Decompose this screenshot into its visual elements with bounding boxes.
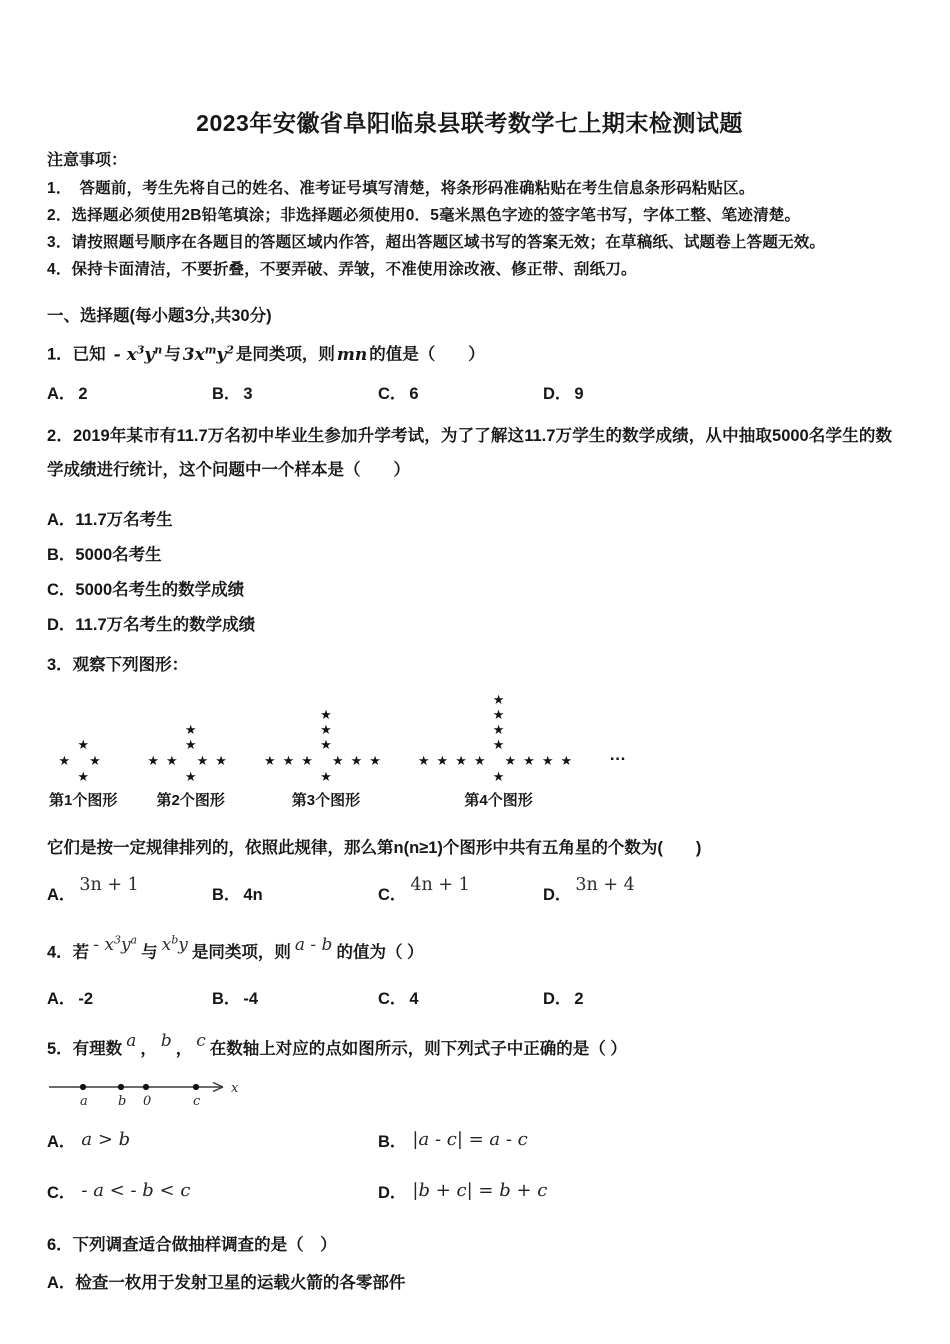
number-line-figure <box>47 1074 257 1112</box>
point-0-label: 0 <box>143 1093 152 1109</box>
point-b-label: b <box>118 1093 127 1109</box>
math-segment: a - b <box>294 934 333 955</box>
star-icon: ★ <box>492 737 505 753</box>
q3-option-c: C． 4n + 1 <box>378 875 470 905</box>
star-group-right: ★ <box>89 753 108 769</box>
star-icon: ★ <box>320 707 332 723</box>
q4-option-a: A． -2 <box>47 989 94 1008</box>
star-icon: ★ <box>492 769 505 785</box>
figure-label: 第1个图形 <box>49 792 118 810</box>
q2-option-a: A．11.7万名考生 <box>47 511 173 530</box>
math-segment: $3x^my^2$ <box>182 343 234 365</box>
q3-option-d: D． 3n + 4 <box>543 875 635 905</box>
q5-option-b: B． |a - c| = a - c <box>378 1128 528 1151</box>
question-1-text <box>47 339 892 366</box>
notice-item-3: 3．请按照题号顺序在各题目的答题区域内作答，超出答题区域书写的答案无效；在草稿纸、试题卷上答题无效。 <box>47 234 826 251</box>
star-figure-1 <box>49 737 117 811</box>
math-segment: b <box>160 1030 172 1051</box>
q5-option-a: A． a > b <box>47 1128 131 1151</box>
q4-option-d: D． 2 <box>543 989 584 1008</box>
q5-option-c: C． - a < - b < c <box>47 1179 191 1202</box>
ellipsis-more-figures: … <box>609 745 628 765</box>
star-icon: ★ <box>184 737 197 753</box>
point-c-dot <box>193 1084 199 1090</box>
text-segment: 5．有理数 <box>47 1039 123 1058</box>
notice-item-1: 1． 答题前，考生先将自己的姓名、准考证号填写清楚，将条形码准确粘贴在考生信息条形码粘贴区。 <box>47 180 755 197</box>
q5-option-d: D． |b + c| = b + c <box>378 1179 548 1202</box>
q4-option-b: B． -4 <box>212 989 259 1008</box>
star-row <box>147 752 234 769</box>
notice-heading: 注意事项： <box>47 152 128 169</box>
star-group-left: ★★★★ <box>417 753 493 769</box>
math-segment: $x^by$ <box>161 933 188 955</box>
question-3-text: 3．观察下列图形： <box>47 656 189 675</box>
star-group-right: ★★ <box>196 753 234 769</box>
q1-option-a: A． 2 <box>47 384 88 403</box>
math-segment: mn <box>336 344 368 365</box>
star-column <box>185 722 197 752</box>
notice-item-4: 4．保持卡面清洁，不要折叠，不要弄破、弄皱，不准使用涂改液、修正带、刮纸刀。 <box>47 261 637 278</box>
math-segment: c <box>196 1030 206 1051</box>
text-segment: 在数轴上对应的点如图所示，则下列式子中正确的是（ ） <box>209 1039 627 1058</box>
math-segment: a <box>126 1030 137 1051</box>
star-icon: ★ <box>184 769 197 785</box>
star-group-left: ★★ <box>147 753 185 769</box>
text-segment: 与 <box>164 345 181 364</box>
star-row <box>59 752 108 769</box>
q1-option-c: C． 6 <box>378 384 419 403</box>
star-bottom <box>320 769 332 785</box>
star-figure-3 <box>264 707 388 811</box>
star-row <box>418 752 579 769</box>
q4-option-c: C． 4 <box>378 989 419 1008</box>
star-group-right: ★★★ <box>331 753 388 769</box>
page-title: 2023年安徽省阜阳临泉县联考数学七上期末检测试题 <box>196 110 743 136</box>
q2-option-b: B．5000名考生 <box>47 546 162 565</box>
q2-option-d: D．11.7万名考生的数学成绩 <box>47 616 256 635</box>
text-segment: 1．已知 <box>47 345 106 364</box>
star-bottom <box>185 769 197 785</box>
star-group-left: ★★★ <box>263 753 320 769</box>
star-pattern-figure <box>49 692 892 811</box>
question-4-text <box>47 933 892 964</box>
star-figure-4 <box>418 692 579 811</box>
text-segment: 的值是（ ） <box>369 345 485 364</box>
q3-option-b: B． 4n <box>212 886 263 905</box>
star-icon: ★ <box>320 769 332 785</box>
star-figure-2 <box>147 722 234 811</box>
figure-label: 第2个图形 <box>156 792 225 810</box>
question-2-text: 2．2019年某市有11.7万名初中毕业生参加升学考试，为了了解这11.7万学生的数学成绩，从中抽取5000名学生的数学成绩进行统计，这个问题中一个样本是（ ） <box>47 426 892 479</box>
math-segment: - $x^3y^n$ <box>107 343 163 365</box>
point-c-label: c <box>193 1093 201 1109</box>
star-column <box>493 692 505 752</box>
star-icon: ★ <box>77 769 89 785</box>
star-icon: ★ <box>184 722 197 738</box>
point-b-dot <box>118 1084 124 1090</box>
star-row <box>264 752 388 769</box>
star-group-right: ★★★★ <box>504 753 580 769</box>
star-icon: ★ <box>320 737 332 753</box>
figure-label: 第4个图形 <box>464 792 533 810</box>
q1-option-b: B． 3 <box>212 384 253 403</box>
text-segment: 4．若 <box>47 943 90 962</box>
notice-section <box>47 151 892 283</box>
figure-label: 第3个图形 <box>291 792 361 810</box>
question-3-prompt: 它们是按一定规律排列的，依照此规律，那么第n(n≥1)个图形中共有五角星的个数为( ) <box>47 839 702 858</box>
question-6-text: 6．下列调查适合做抽样调查的是（ ） <box>47 1235 337 1254</box>
question-5-options <box>47 1128 892 1203</box>
q2-option-c: C．5000名考生的数学成绩 <box>47 581 245 600</box>
star-icon: ★ <box>77 737 89 753</box>
star-icon: ★ <box>492 692 505 708</box>
star-column <box>77 737 89 752</box>
star-group-left: ★ <box>58 753 78 769</box>
text-segment: 是同类项，则 <box>235 345 335 364</box>
question-1-options <box>47 380 892 404</box>
q3-option-a: A． 3n + 1 <box>47 875 139 905</box>
text-segment: ， <box>140 1039 157 1058</box>
question-3-options <box>47 875 892 905</box>
point-a-dot <box>80 1084 86 1090</box>
star-bottom <box>77 769 89 785</box>
notice-item-2: 2．选择题必须使用2B铅笔填涂；非选择题必须使用0．5毫米黑色字迹的签字笔书写，字体工整、笔迹清楚。 <box>47 207 801 224</box>
section-heading: 一、选择题(每小题3分,共30分) <box>47 307 272 325</box>
text-segment: 是同类项，则 <box>191 943 291 962</box>
text-segment: ， <box>175 1039 193 1058</box>
question-2-options <box>47 503 892 643</box>
q1-option-d: D． 9 <box>543 384 584 403</box>
point-0-dot <box>143 1084 149 1090</box>
star-icon: ★ <box>492 722 505 738</box>
text-segment: 的值为（ ） <box>336 943 424 962</box>
star-bottom <box>493 769 505 785</box>
star-icon: ★ <box>320 722 332 738</box>
star-column <box>320 707 332 752</box>
point-a-label: a <box>80 1093 88 1109</box>
question-5-text <box>47 1030 892 1060</box>
axis-x-label: x <box>231 1080 239 1096</box>
star-icon: ★ <box>492 707 505 723</box>
question-4-options <box>47 985 892 1009</box>
math-segment: - $x^3y^a$ <box>93 933 138 955</box>
text-segment: 与 <box>141 943 158 962</box>
q6-option-a: A．检查一枚用于发射卫星的运载火箭的各零部件 <box>47 1273 406 1292</box>
